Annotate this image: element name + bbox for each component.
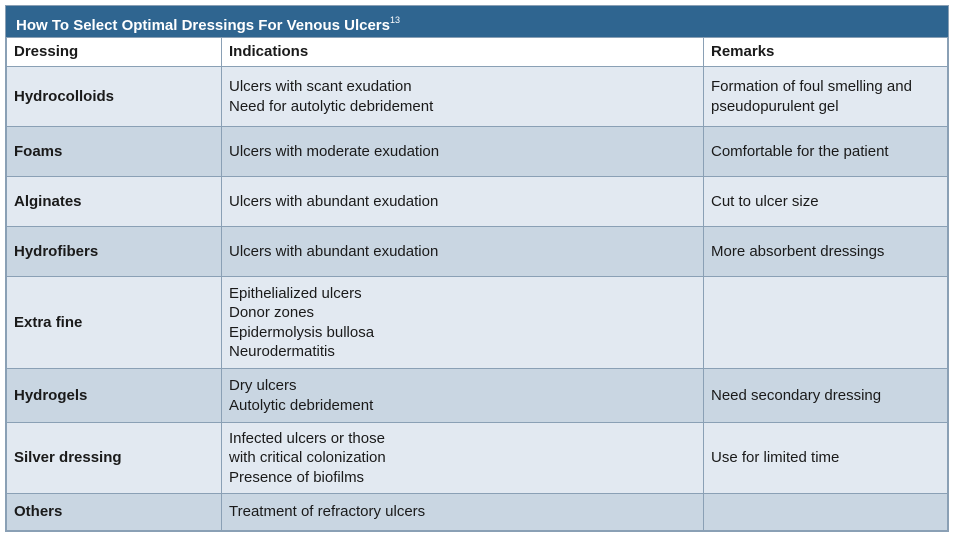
indications-cell	[222, 423, 704, 494]
indications-cell	[222, 127, 704, 177]
remark-line: Use for limited time	[711, 449, 840, 467]
indications-cell	[222, 494, 704, 531]
dressing-name: Extra fine	[7, 277, 222, 369]
table-row	[7, 67, 948, 127]
title-reference: 13	[390, 15, 401, 25]
header-indications: Indications	[222, 38, 704, 67]
remark-line: Cut to ulcer size	[711, 192, 819, 210]
indication-line: with critical colonization	[229, 449, 386, 467]
indication-line: Autolytic debridement	[229, 396, 374, 414]
header-dressing: Dressing	[7, 38, 222, 67]
indication-line: Presence of biofilms	[229, 468, 365, 486]
table-row	[7, 494, 948, 531]
indications-cell	[222, 177, 704, 227]
table-row	[7, 277, 948, 369]
indication-line: Donor zones	[229, 304, 315, 321]
indication-line: Ulcers with moderate exudation	[229, 142, 440, 160]
dressing-name: Others	[7, 494, 222, 531]
dressing-name: Foams	[7, 127, 222, 177]
table-row	[7, 127, 948, 177]
indications-cell	[222, 67, 704, 127]
table-row	[7, 369, 948, 423]
remarks-cell	[704, 177, 948, 227]
remarks-cell	[704, 423, 948, 494]
remark-line: Need secondary dressing	[711, 386, 882, 404]
dressings-grid	[6, 37, 948, 531]
table-title	[6, 6, 948, 37]
indications-cell	[222, 369, 704, 423]
indication-line: Ulcers with abundant exudation	[229, 192, 439, 210]
indication-line: Ulcers with abundant exudation	[229, 242, 439, 260]
table-row	[7, 227, 948, 277]
indication-line: Infected ulcers or those	[229, 429, 385, 447]
table-title-text: How To Select Optimal Dressings For Venous Ulcers	[16, 17, 390, 34]
indication-line: Need for autolytic debridement	[229, 97, 434, 115]
remark-line: More absorbent dressings	[711, 242, 885, 260]
remarks-cell	[704, 277, 948, 369]
remarks-cell	[704, 67, 948, 127]
header-remarks: Remarks	[704, 38, 948, 67]
dressings-table	[5, 5, 949, 532]
indication-line: Neurodermatitis	[229, 343, 335, 360]
table-body	[7, 67, 948, 531]
dressing-name: Silver dressing	[7, 423, 222, 494]
indication-line: Ulcers with scant exudation	[229, 78, 412, 95]
indications-cell	[222, 277, 704, 369]
remark-line: Formation of foul smelling and	[711, 78, 912, 95]
remark-line: pseudopurulent gel	[711, 97, 839, 115]
remarks-cell	[704, 369, 948, 423]
indication-line: Epithelialized ulcers	[229, 284, 362, 302]
table-row	[7, 423, 948, 494]
indication-line: Treatment of refractory ulcers	[229, 503, 426, 521]
remarks-cell	[704, 494, 948, 531]
dressing-name: Alginates	[7, 177, 222, 227]
remarks-cell	[704, 227, 948, 277]
table-row	[7, 177, 948, 227]
dressing-name: Hydrogels	[7, 369, 222, 423]
dressing-name: Hydrocolloids	[7, 67, 222, 127]
remark-line: Comfortable for the patient	[711, 142, 889, 160]
header-row	[7, 38, 948, 67]
indication-line: Dry ulcers	[229, 377, 297, 394]
dressing-name: Hydrofibers	[7, 227, 222, 277]
remarks-cell	[704, 127, 948, 177]
indications-cell	[222, 227, 704, 277]
indication-line: Epidermolysis bullosa	[229, 323, 375, 341]
